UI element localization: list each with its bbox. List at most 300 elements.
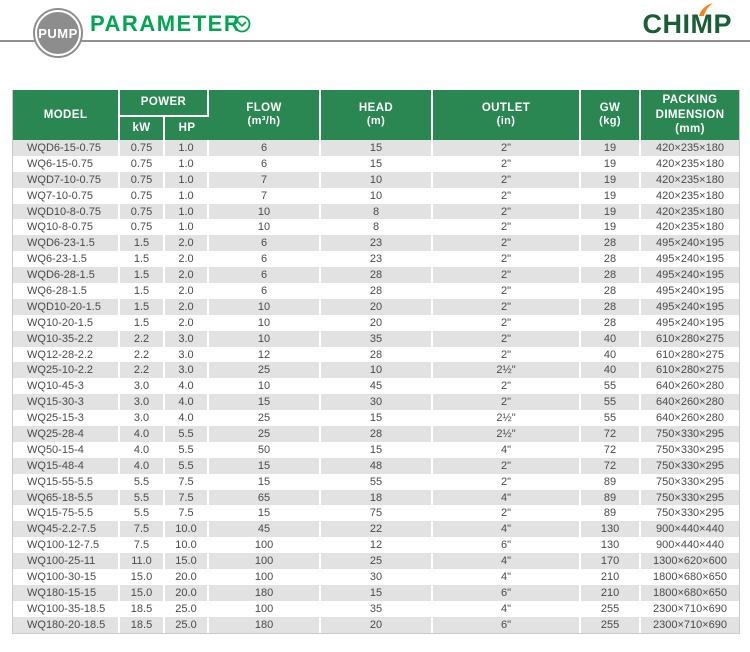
cell-gw: 19 — [581, 188, 641, 204]
cell-hp: 5.5 — [165, 458, 209, 474]
cell-flow: 6 — [209, 156, 321, 172]
cell-gw: 255 — [581, 617, 641, 633]
cell-head: 15 — [321, 410, 433, 426]
cell-kw: 4.0 — [120, 426, 165, 442]
cell-head: 45 — [321, 378, 433, 394]
cell-head: 10 — [321, 362, 433, 378]
cell-gw: 19 — [581, 204, 641, 220]
cell-kw: 3.0 — [120, 394, 165, 410]
table-row — [13, 553, 739, 569]
cell-head: 23 — [321, 251, 433, 267]
cell-model: WQ10-35-2.2 — [13, 331, 120, 347]
cell-flow: 6 — [209, 251, 321, 267]
cell-flow: 10 — [209, 299, 321, 315]
table-row — [13, 601, 739, 617]
cell-head: 35 — [321, 331, 433, 347]
cell-head: 18 — [321, 490, 433, 506]
cell-hp: 10.0 — [165, 521, 209, 537]
pump-badge — [33, 8, 83, 58]
cell-outlet: 2" — [433, 188, 581, 204]
cell-model: WQ180-15-15 — [13, 585, 120, 601]
table-row — [13, 521, 739, 537]
cell-flow: 100 — [209, 553, 321, 569]
table-row — [13, 219, 739, 235]
cell-model: WQ50-15-4 — [13, 442, 120, 458]
cell-packing: 610×280×275 — [656, 348, 724, 361]
cell-flow: 6 — [209, 283, 321, 299]
cell-flow: 15 — [209, 505, 321, 521]
table-row — [13, 347, 739, 363]
cell-packing: 640×260×280 — [656, 412, 724, 425]
cell-outlet: 2" — [433, 474, 581, 490]
cell-flow: 10 — [209, 219, 321, 235]
section-toggle-icon[interactable] — [233, 15, 251, 33]
cell-model: WQD6-28-1.5 — [13, 267, 120, 283]
cell-kw: 3.0 — [120, 410, 165, 426]
cell-head: 30 — [321, 394, 433, 410]
cell-kw: 7.5 — [120, 537, 165, 553]
cell-head: 10 — [321, 172, 433, 188]
col-header-hp: HP — [165, 117, 209, 140]
cell-kw: 4.0 — [120, 442, 165, 458]
cell-model: WQ15-48-4 — [13, 458, 120, 474]
cell-kw: 5.5 — [120, 474, 165, 490]
cell-outlet: 2" — [433, 331, 581, 347]
cell-gw: 40 — [581, 362, 641, 378]
table-row — [13, 537, 739, 553]
pump-badge-label: PUMP — [38, 25, 78, 41]
cell-model: WQD6-23-1.5 — [13, 235, 120, 251]
cell-head: 28 — [321, 283, 433, 299]
cell-packing: 495×240×195 — [656, 284, 724, 297]
col-header-head: HEAD (m) — [321, 90, 433, 140]
cell-outlet: 2" — [433, 347, 581, 363]
cell-outlet: 2" — [433, 235, 581, 251]
col-header-model: MODEL — [13, 90, 120, 140]
cell-head: 8 — [321, 219, 433, 235]
cell-outlet: 2" — [433, 458, 581, 474]
table-row — [13, 251, 739, 267]
cell-gw: 19 — [581, 156, 641, 172]
table-row — [13, 426, 739, 442]
cell-flow: 50 — [209, 442, 321, 458]
cell-packing: 750×330×295 — [641, 490, 739, 506]
cell-gw: 72 — [581, 458, 641, 474]
cell-gw: 72 — [581, 442, 641, 458]
cell-flow: 180 — [209, 585, 321, 601]
cell-outlet: 2" — [433, 505, 581, 521]
cell-kw: 1.5 — [120, 251, 165, 267]
cell-hp: 20.0 — [165, 585, 209, 601]
cell-gw: 40 — [581, 347, 641, 363]
cell-hp: 25.0 — [165, 617, 209, 633]
cell-head: 28 — [321, 267, 433, 283]
cell-hp: 2.0 — [165, 299, 209, 315]
cell-hp: 3.0 — [165, 362, 209, 378]
cell-flow: 180 — [209, 617, 321, 633]
table-row — [13, 378, 739, 394]
page-title: PARAMETER — [90, 11, 242, 36]
cell-outlet: 2" — [433, 172, 581, 188]
cell-outlet: 2" — [433, 140, 581, 156]
cell-hp: 15.0 — [165, 553, 209, 569]
cell-packing: 495×240×195 — [641, 299, 739, 315]
cell-kw: 1.5 — [120, 283, 165, 299]
cell-packing: 610×280×275 — [641, 331, 739, 347]
cell-packing: 420×235×180 — [656, 189, 724, 202]
cell-gw: 89 — [581, 474, 641, 490]
cell-model: WQD10-20-1.5 — [13, 299, 120, 315]
cell-kw: 2.2 — [120, 362, 165, 378]
cell-hp: 2.0 — [165, 267, 209, 283]
cell-outlet: 2" — [433, 251, 581, 267]
cell-head: 20 — [321, 315, 433, 331]
cell-outlet: 2" — [433, 204, 581, 220]
cell-outlet: 2" — [433, 315, 581, 331]
cell-flow: 25 — [209, 362, 321, 378]
cell-packing: 1800×680×650 — [653, 570, 728, 583]
cell-kw: 0.75 — [120, 156, 165, 172]
cell-flow: 15 — [209, 394, 321, 410]
cell-flow: 45 — [209, 521, 321, 537]
cell-outlet: 2" — [433, 267, 581, 283]
cell-flow: 12 — [209, 347, 321, 363]
cell-model: WQ100-12-7.5 — [13, 537, 120, 553]
table-body — [13, 140, 739, 633]
cell-outlet: 6" — [433, 617, 581, 633]
table-row — [13, 410, 739, 426]
cell-packing: 750×330×295 — [656, 443, 724, 456]
cell-flow: 100 — [209, 537, 321, 553]
cell-head: 22 — [321, 521, 433, 537]
col-header-outlet: OUTLET (in) — [433, 90, 581, 140]
cell-gw: 28 — [581, 251, 641, 267]
cell-packing: 495×240×195 — [641, 235, 739, 251]
cell-gw: 55 — [581, 410, 641, 426]
cell-head: 8 — [321, 204, 433, 220]
table-row — [13, 235, 739, 251]
cell-hp: 3.0 — [165, 347, 209, 363]
cell-kw: 1.5 — [120, 267, 165, 283]
cell-hp: 7.5 — [165, 474, 209, 490]
cell-model: WQ100-30-15 — [13, 569, 120, 585]
cell-gw: 19 — [581, 172, 641, 188]
cell-hp: 2.0 — [165, 283, 209, 299]
cell-head: 15 — [321, 442, 433, 458]
cell-kw: 1.5 — [120, 315, 165, 331]
table-row — [13, 188, 739, 204]
cell-flow: 6 — [209, 235, 321, 251]
cell-model: WQ10-8-0.75 — [13, 219, 120, 235]
header-divider — [0, 40, 750, 42]
brand-logo-text: CHIMP — [642, 9, 732, 39]
cell-hp: 5.5 — [165, 442, 209, 458]
cell-model: WQD10-8-0.75 — [13, 204, 120, 220]
cell-packing: 420×235×180 — [641, 172, 739, 188]
cell-flow: 7 — [209, 172, 321, 188]
cell-packing: 495×240×195 — [641, 267, 739, 283]
cell-gw: 55 — [581, 378, 641, 394]
cell-hp: 1.0 — [165, 188, 209, 204]
cell-outlet: 2½" — [433, 426, 581, 442]
cell-model: WQ6-23-1.5 — [13, 251, 120, 267]
cell-outlet: 6" — [433, 585, 581, 601]
cell-packing: 2300×710×690 — [653, 602, 728, 615]
cell-outlet: 4" — [433, 490, 581, 506]
cell-outlet: 2" — [433, 378, 581, 394]
cell-gw: 19 — [581, 140, 641, 156]
cell-kw: 2.2 — [120, 331, 165, 347]
cell-kw: 0.75 — [120, 140, 165, 156]
cell-hp: 2.0 — [165, 315, 209, 331]
cell-head: 20 — [321, 299, 433, 315]
cell-flow: 10 — [209, 378, 321, 394]
cell-head: 20 — [321, 617, 433, 633]
cell-packing: 1800×680×650 — [641, 585, 739, 601]
cell-head: 35 — [321, 601, 433, 617]
cell-packing: 750×330×295 — [656, 507, 724, 520]
cell-hp: 10.0 — [165, 537, 209, 553]
cell-packing: 420×235×180 — [641, 140, 739, 156]
cell-head: 10 — [321, 188, 433, 204]
cell-gw: 28 — [581, 235, 641, 251]
cell-head: 55 — [321, 474, 433, 490]
cell-gw: 19 — [581, 219, 641, 235]
cell-flow: 25 — [209, 410, 321, 426]
cell-kw: 1.5 — [120, 299, 165, 315]
flame-icon — [698, 3, 714, 17]
cell-kw: 0.75 — [120, 204, 165, 220]
cell-model: WQ25-28-4 — [13, 426, 120, 442]
table-row — [13, 299, 739, 315]
table-row — [13, 140, 739, 156]
cell-flow: 6 — [209, 140, 321, 156]
cell-model: WQ10-45-3 — [13, 378, 120, 394]
table-row — [13, 505, 739, 521]
cell-hp: 5.5 — [165, 426, 209, 442]
cell-model: WQ15-75-5.5 — [13, 505, 120, 521]
cell-gw: 210 — [581, 569, 641, 585]
cell-gw: 89 — [581, 505, 641, 521]
table-row — [13, 331, 739, 347]
cell-outlet: 2" — [433, 283, 581, 299]
table-row — [13, 315, 739, 331]
cell-packing: 610×280×275 — [641, 362, 739, 378]
cell-packing: 495×240×195 — [656, 316, 724, 329]
cell-model: WQ100-35-18.5 — [13, 601, 120, 617]
table-row — [13, 204, 739, 220]
cell-hp: 1.0 — [165, 219, 209, 235]
cell-hp: 1.0 — [165, 172, 209, 188]
chevron-down-circle-icon — [233, 15, 251, 33]
cell-hp: 2.0 — [165, 235, 209, 251]
cell-model: WQD6-15-0.75 — [13, 140, 120, 156]
cell-head: 15 — [321, 156, 433, 172]
cell-model: WQ6-28-1.5 — [13, 283, 120, 299]
cell-hp: 4.0 — [165, 378, 209, 394]
cell-model: WQ6-15-0.75 — [13, 156, 120, 172]
cell-head: 75 — [321, 505, 433, 521]
cell-kw: 0.75 — [120, 219, 165, 235]
cell-packing: 1300×620×600 — [641, 553, 739, 569]
cell-hp: 7.5 — [165, 505, 209, 521]
cell-model: WQ12-28-2.2 — [13, 347, 120, 363]
table-header — [13, 90, 739, 140]
cell-model: WQ25-15-3 — [13, 410, 120, 426]
cell-packing: 420×235×180 — [656, 157, 724, 170]
cell-kw: 3.0 — [120, 378, 165, 394]
cell-model: WQ15-30-3 — [13, 394, 120, 410]
cell-hp: 20.0 — [165, 569, 209, 585]
table-row — [13, 156, 739, 172]
cell-flow: 65 — [209, 490, 321, 506]
table-row — [13, 490, 739, 506]
cell-outlet: 2" — [433, 299, 581, 315]
cell-hp: 4.0 — [165, 394, 209, 410]
cell-packing: 420×235×180 — [656, 221, 724, 234]
cell-kw: 0.75 — [120, 188, 165, 204]
cell-outlet: 6" — [433, 537, 581, 553]
cell-kw: 5.5 — [120, 490, 165, 506]
table-row — [13, 585, 739, 601]
cell-model: WQ45-2.2-7.5 — [13, 521, 120, 537]
cell-packing: 2300×710×690 — [641, 617, 739, 633]
cell-model: WQ15-55-5.5 — [13, 474, 120, 490]
cell-model: WQD7-10-0.75 — [13, 172, 120, 188]
cell-outlet: 4" — [433, 569, 581, 585]
cell-model: WQ10-20-1.5 — [13, 315, 120, 331]
cell-flow: 7 — [209, 188, 321, 204]
cell-flow: 100 — [209, 601, 321, 617]
cell-head: 48 — [321, 458, 433, 474]
cell-gw: 255 — [581, 601, 641, 617]
cell-model: WQ180-20-18.5 — [13, 617, 120, 633]
cell-flow: 10 — [209, 331, 321, 347]
cell-head: 28 — [321, 426, 433, 442]
cell-kw: 18.5 — [120, 617, 165, 633]
cell-flow: 6 — [209, 267, 321, 283]
cell-packing: 495×240×195 — [656, 253, 724, 266]
cell-head: 15 — [321, 585, 433, 601]
cell-flow: 15 — [209, 474, 321, 490]
cell-gw: 210 — [581, 585, 641, 601]
cell-kw: 0.75 — [120, 172, 165, 188]
table-row — [13, 283, 739, 299]
cell-kw: 15.0 — [120, 569, 165, 585]
cell-flow: 10 — [209, 204, 321, 220]
cell-hp: 2.0 — [165, 251, 209, 267]
cell-head: 28 — [321, 347, 433, 363]
cell-kw: 2.2 — [120, 347, 165, 363]
cell-packing: 900×440×440 — [656, 539, 724, 552]
cell-packing: 640×260×280 — [656, 380, 724, 393]
cell-gw: 28 — [581, 315, 641, 331]
table-row — [13, 267, 739, 283]
cell-packing: 900×440×440 — [641, 521, 739, 537]
col-header-packing: PACKING DIMENSION (mm) — [641, 90, 739, 140]
cell-hp: 4.0 — [165, 410, 209, 426]
cell-model: WQ7-10-0.75 — [13, 188, 120, 204]
cell-head: 15 — [321, 140, 433, 156]
cell-model: WQ65-18-5.5 — [13, 490, 120, 506]
cell-hp: 3.0 — [165, 331, 209, 347]
cell-head: 23 — [321, 235, 433, 251]
cell-gw: 28 — [581, 283, 641, 299]
table-row — [13, 458, 739, 474]
cell-kw: 1.5 — [120, 235, 165, 251]
cell-outlet: 4" — [433, 521, 581, 537]
cell-hp: 1.0 — [165, 156, 209, 172]
cell-gw: 28 — [581, 299, 641, 315]
cell-packing: 420×235×180 — [641, 204, 739, 220]
cell-kw: 5.5 — [120, 505, 165, 521]
cell-outlet: 2½" — [433, 410, 581, 426]
cell-flow: 100 — [209, 569, 321, 585]
brand-logo — [643, 9, 733, 40]
cell-gw: 28 — [581, 267, 641, 283]
cell-flow: 10 — [209, 315, 321, 331]
table-row — [13, 474, 739, 490]
cell-flow: 25 — [209, 426, 321, 442]
cell-model: WQ100-25-11 — [13, 553, 120, 569]
cell-packing: 750×330×295 — [656, 475, 724, 488]
cell-outlet: 4" — [433, 553, 581, 569]
table-row — [13, 442, 739, 458]
cell-head: 12 — [321, 537, 433, 553]
cell-hp: 1.0 — [165, 204, 209, 220]
col-header-flow: FLOW (m³/h) — [209, 90, 321, 140]
cell-kw: 11.0 — [120, 553, 165, 569]
cell-outlet: 4" — [433, 601, 581, 617]
table-row — [13, 617, 739, 633]
col-header-kw: kW — [120, 117, 165, 140]
cell-flow: 15 — [209, 458, 321, 474]
cell-head: 25 — [321, 553, 433, 569]
cell-hp: 1.0 — [165, 140, 209, 156]
cell-packing: 640×260×280 — [641, 394, 739, 410]
cell-gw: 130 — [581, 521, 641, 537]
cell-kw: 15.0 — [120, 585, 165, 601]
cell-gw: 55 — [581, 394, 641, 410]
cell-packing: 750×330×295 — [641, 426, 739, 442]
cell-outlet: 2" — [433, 156, 581, 172]
cell-kw: 4.0 — [120, 458, 165, 474]
cell-outlet: 2" — [433, 219, 581, 235]
table-row — [13, 172, 739, 188]
cell-outlet: 2" — [433, 394, 581, 410]
cell-hp: 7.5 — [165, 490, 209, 506]
cell-model: WQ25-10-2.2 — [13, 362, 120, 378]
cell-gw: 170 — [581, 553, 641, 569]
cell-hp: 25.0 — [165, 601, 209, 617]
cell-kw: 7.5 — [120, 521, 165, 537]
cell-head: 30 — [321, 569, 433, 585]
cell-gw: 130 — [581, 537, 641, 553]
table-row — [13, 569, 739, 585]
cell-outlet: 2½" — [433, 362, 581, 378]
cell-gw: 40 — [581, 331, 641, 347]
parameter-table — [12, 90, 738, 634]
cell-outlet: 4" — [433, 442, 581, 458]
col-header-gw: GW (kg) — [581, 90, 641, 140]
cell-gw: 89 — [581, 490, 641, 506]
col-header-power: POWER — [120, 90, 209, 117]
cell-gw: 72 — [581, 426, 641, 442]
cell-packing: 750×330×295 — [641, 458, 739, 474]
table-row — [13, 362, 739, 378]
table-row — [13, 394, 739, 410]
cell-kw: 18.5 — [120, 601, 165, 617]
